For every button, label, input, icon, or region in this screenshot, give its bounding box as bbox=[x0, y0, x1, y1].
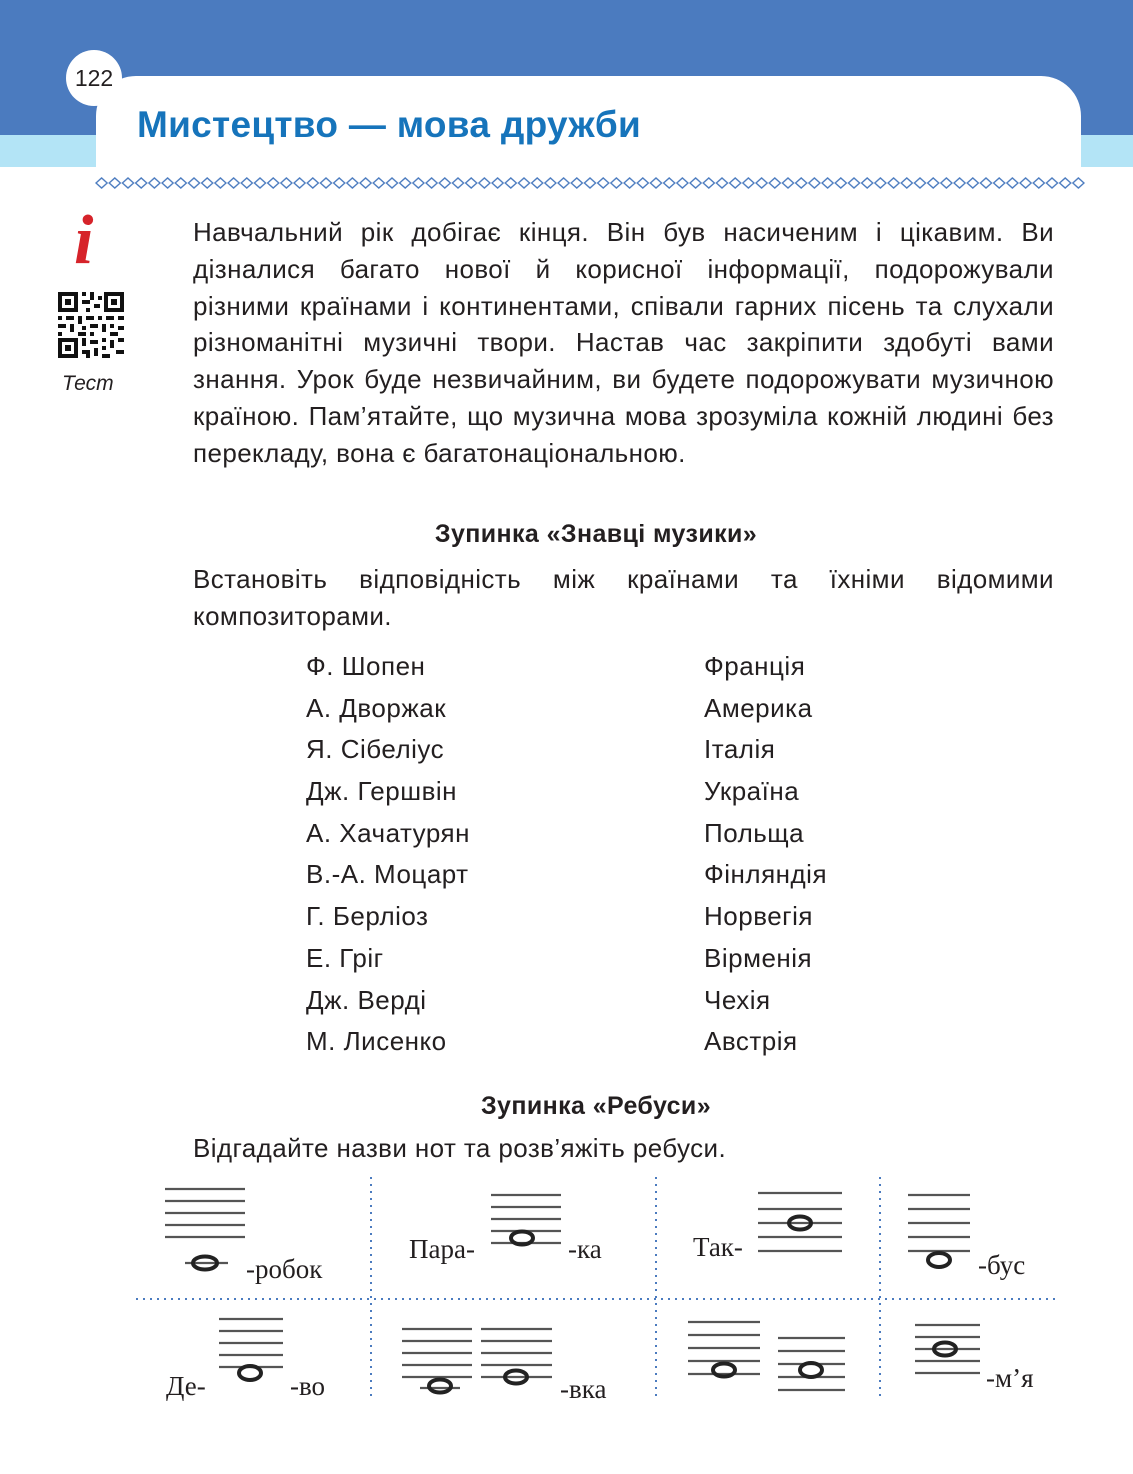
rebus-1 bbox=[165, 1189, 323, 1284]
stop1-task: Встановіть відповідність між країнами та їхніми відомими композиторами. bbox=[193, 564, 1054, 631]
composer-item: Дж. Верді bbox=[306, 984, 427, 1015]
rebus-5-suffix: -во bbox=[290, 1371, 326, 1401]
composer-item: В.-А. Моцарт bbox=[306, 859, 469, 890]
rebus-2-prefix: Пара- bbox=[409, 1234, 475, 1264]
composer-item: Я. Сібеліус bbox=[306, 734, 445, 765]
composer-item: Ф. Шопен bbox=[306, 651, 426, 681]
country-item: Чехія bbox=[704, 984, 771, 1015]
composer-item: Дж. Гершвін bbox=[306, 776, 458, 807]
composer-item: Е. Гріг bbox=[306, 942, 384, 973]
rebus-grid bbox=[0, 1165, 1133, 1435]
info-icon: i bbox=[74, 202, 94, 279]
composer-item: А. Дворжак bbox=[306, 692, 447, 723]
page-title: Мистецтво — мова дружби bbox=[137, 104, 642, 145]
rebus-3 bbox=[693, 1193, 842, 1262]
country-item: Польща bbox=[704, 817, 805, 848]
stop1-heading: Зупинка «Знавці музики» bbox=[434, 520, 758, 548]
diamond-divider bbox=[95, 175, 1085, 191]
intro-paragraph: Навчальний рік добігає кінця. Він був насиченим і цікавим. Ви дізналися багато нової й корисної інформації, подорожували різними країнами і континентами, співали гарних пісень та слухали різноманітні музичні твори. Настав час закріпити здобуті вами знання. Урок буде незвичайним, ви будете подорожувати музичною країною. Пам’ятайте, що музична мова зрозуміла кожній людині без перекладу, вона є багатонаціональною. bbox=[193, 217, 1054, 468]
page-number: 122 bbox=[66, 50, 122, 106]
rebus-6-suffix: -вка bbox=[560, 1374, 607, 1404]
qr-code-icon[interactable] bbox=[56, 290, 126, 360]
rebus-6 bbox=[402, 1329, 606, 1404]
country-item: Америка bbox=[704, 692, 813, 723]
rebus-1-suffix: -робок bbox=[246, 1254, 323, 1284]
composer-item: А. Хачатурян bbox=[306, 817, 470, 848]
country-item: Фінляндія bbox=[704, 859, 828, 890]
country-item: Австрія bbox=[704, 1026, 798, 1057]
rebus-3-prefix: Так- bbox=[693, 1232, 743, 1262]
rebus-2-suffix: -ка bbox=[568, 1234, 602, 1264]
country-item: Норвегія bbox=[704, 901, 814, 932]
staff-1 bbox=[165, 1189, 245, 1263]
rebus-5-prefix: Де- bbox=[166, 1371, 206, 1401]
composer-item: М. Лисенко bbox=[306, 1026, 447, 1057]
rebus-5 bbox=[166, 1319, 325, 1401]
stop2-task: Відгадайте назви нот та розв’яжіть ребуси. bbox=[193, 1133, 727, 1163]
qr-label: Тест bbox=[62, 372, 114, 395]
country-item: Італія bbox=[704, 734, 776, 765]
countries-list bbox=[704, 648, 827, 1065]
composer-item: Г. Берліоз bbox=[306, 901, 429, 932]
rebus-7 bbox=[688, 1322, 845, 1390]
rebus-4-suffix: -бус bbox=[978, 1250, 1026, 1280]
stop2-heading: Зупинка «Ребуси» bbox=[481, 1092, 711, 1120]
rebus-2 bbox=[409, 1195, 602, 1264]
composers-list bbox=[306, 648, 470, 1065]
country-item: Україна bbox=[704, 776, 800, 807]
rebus-4 bbox=[908, 1195, 1025, 1280]
rebus-8 bbox=[915, 1325, 1034, 1393]
country-item: Франція bbox=[704, 651, 806, 681]
rebus-8-suffix: -м’я bbox=[986, 1363, 1034, 1393]
country-item: Вірменія bbox=[704, 942, 813, 973]
